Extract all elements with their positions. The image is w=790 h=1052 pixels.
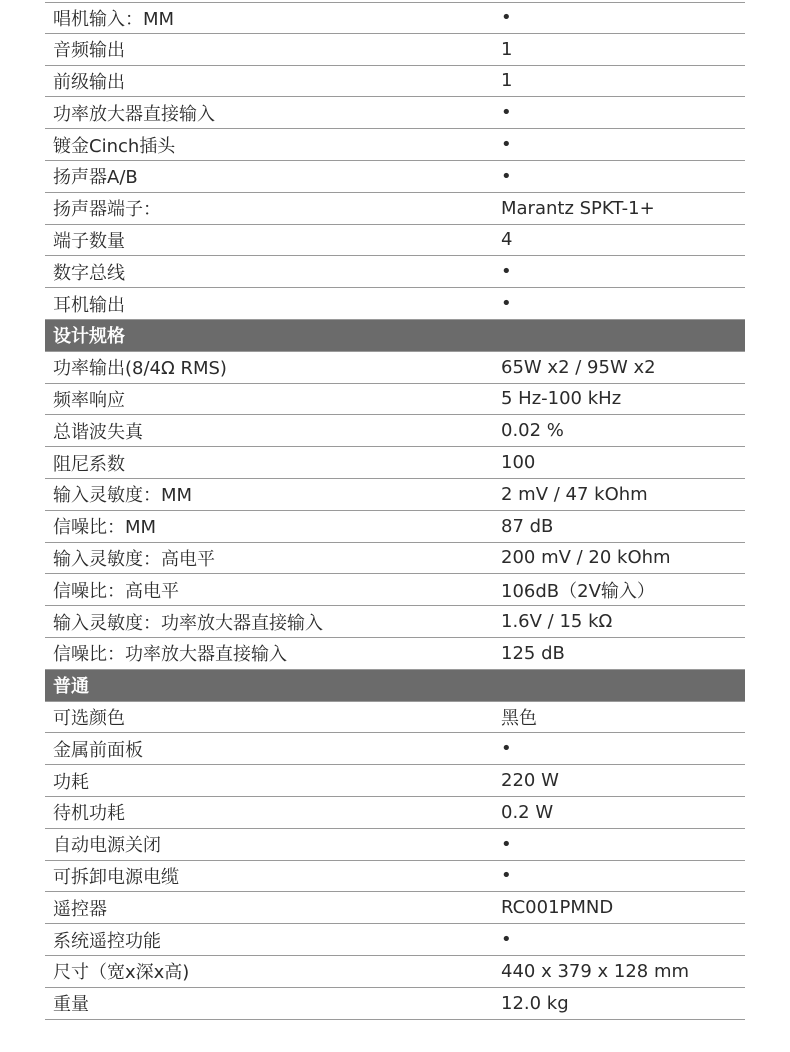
spec-row — [45, 447, 745, 479]
section-header: 普通 — [45, 670, 745, 702]
spec-row — [45, 861, 745, 893]
spec-label: 镀金Cinch插头 — [53, 135, 176, 157]
spec-row — [45, 511, 745, 543]
spec-value: • — [501, 261, 512, 283]
spec-label: 阻尼系数 — [53, 453, 125, 475]
spec-value: 125 dB — [501, 642, 565, 664]
section-header: 设计规格 — [45, 320, 745, 352]
spec-label: 遥控器 — [53, 898, 107, 920]
spec-label: 耳机输出 — [53, 294, 125, 316]
spec-label: 输入灵敏度：MM — [53, 485, 193, 507]
spec-label: 重量 — [53, 994, 89, 1016]
spec-label: 信噪比：高电平 — [53, 580, 179, 602]
spec-value: Marantz SPKT-1+ — [501, 197, 655, 219]
spec-row — [45, 765, 745, 797]
spec-value: 1 — [501, 38, 513, 60]
spec-label: 功率放大器直接输入 — [53, 103, 215, 125]
spec-row — [45, 66, 745, 98]
spec-row — [45, 34, 745, 66]
spec-label: 扬声器A/B — [53, 167, 138, 189]
spec-label: 信噪比：MM — [53, 517, 157, 539]
spec-row — [45, 161, 745, 193]
spec-label: 可拆卸电源电缆 — [53, 866, 179, 888]
spec-value: 87 dB — [501, 515, 554, 537]
spec-value: 2 mV / 47 kOhm — [501, 483, 648, 505]
spec-row — [45, 97, 745, 129]
spec-label: 自动电源关闭 — [53, 835, 161, 857]
spec-row — [45, 988, 745, 1020]
spec-value: 1.6V / 15 kΩ — [501, 611, 613, 633]
spec-value: 0.2 W — [501, 801, 554, 823]
spec-value: • — [501, 134, 512, 156]
spec-value: 黑色 — [501, 707, 537, 729]
spec-label: 频率响应 — [53, 389, 125, 411]
spec-row — [45, 352, 745, 384]
spec-row — [45, 479, 745, 511]
spec-row — [45, 574, 745, 606]
spec-value: 0.02 % — [501, 420, 564, 442]
spec-row — [45, 956, 745, 988]
spec-label: 前级输出 — [53, 71, 125, 93]
spec-label: 输入灵敏度：高电平 — [53, 548, 215, 570]
spec-value: 200 mV / 20 kOhm — [501, 547, 671, 569]
spec-value: • — [501, 865, 512, 887]
spec-row — [45, 892, 745, 924]
spec-value: 4 — [501, 229, 513, 251]
spec-row — [45, 702, 745, 734]
spec-value: 65W x2 / 95W x2 — [501, 356, 656, 378]
spec-value: • — [501, 929, 512, 950]
spec-value: 106dB（2V输入） — [501, 580, 655, 602]
spec-row — [45, 2, 745, 34]
spec-label: 可选颜色 — [53, 707, 125, 729]
spec-value: 5 Hz-100 kHz — [501, 388, 622, 410]
spec-value: 1 — [501, 70, 513, 92]
spec-row — [45, 543, 745, 575]
spec-value: 12.0 kg — [501, 992, 569, 1014]
spec-row — [45, 225, 745, 257]
spec-label: 信噪比：功率放大器直接输入 — [53, 644, 287, 666]
spec-label: 系统遥控功能 — [53, 930, 161, 952]
spec-row — [45, 129, 745, 161]
spec-row — [45, 829, 745, 861]
spec-value: • — [501, 833, 512, 855]
spec-label: 待机功耗 — [53, 803, 125, 825]
spec-row — [45, 797, 745, 829]
spec-row — [45, 924, 745, 956]
spec-label: 金属前面板 — [53, 739, 143, 761]
spec-value: • — [501, 102, 512, 124]
spec-value: • — [501, 738, 512, 760]
spec-value: 220 W — [501, 770, 559, 792]
spec-row — [45, 606, 745, 638]
spec-label: 端子数量 — [53, 230, 125, 252]
spec-value: • — [501, 165, 512, 187]
spec-label: 数字总线 — [53, 262, 125, 284]
spec-row — [45, 193, 745, 225]
spec-value: 440 x 379 x 128 mm — [501, 960, 690, 982]
spec-value: • — [501, 7, 512, 29]
spec-row — [45, 638, 745, 670]
spec-row — [45, 256, 745, 288]
spec-value: • — [501, 293, 512, 315]
spec-row — [45, 384, 745, 416]
spec-label: 功率输出(8/4Ω RMS) — [53, 358, 227, 380]
spec-value: RC001PMND — [501, 897, 614, 919]
spec-table — [45, 2, 745, 1020]
spec-label: 总谐波失真 — [53, 421, 143, 443]
spec-label: 输入灵敏度：功率放大器直接输入 — [53, 612, 323, 634]
spec-value: 100 — [501, 452, 536, 474]
spec-label: 功耗 — [53, 771, 89, 793]
spec-row — [45, 288, 745, 320]
spec-label: 尺寸（宽x深x高) — [53, 962, 190, 984]
spec-row — [45, 415, 745, 447]
spec-label: 音频输出 — [53, 40, 125, 62]
spec-label: 唱机输入：MM — [53, 8, 175, 30]
spec-row — [45, 733, 745, 765]
spec-label: 扬声器端子： — [53, 199, 161, 221]
